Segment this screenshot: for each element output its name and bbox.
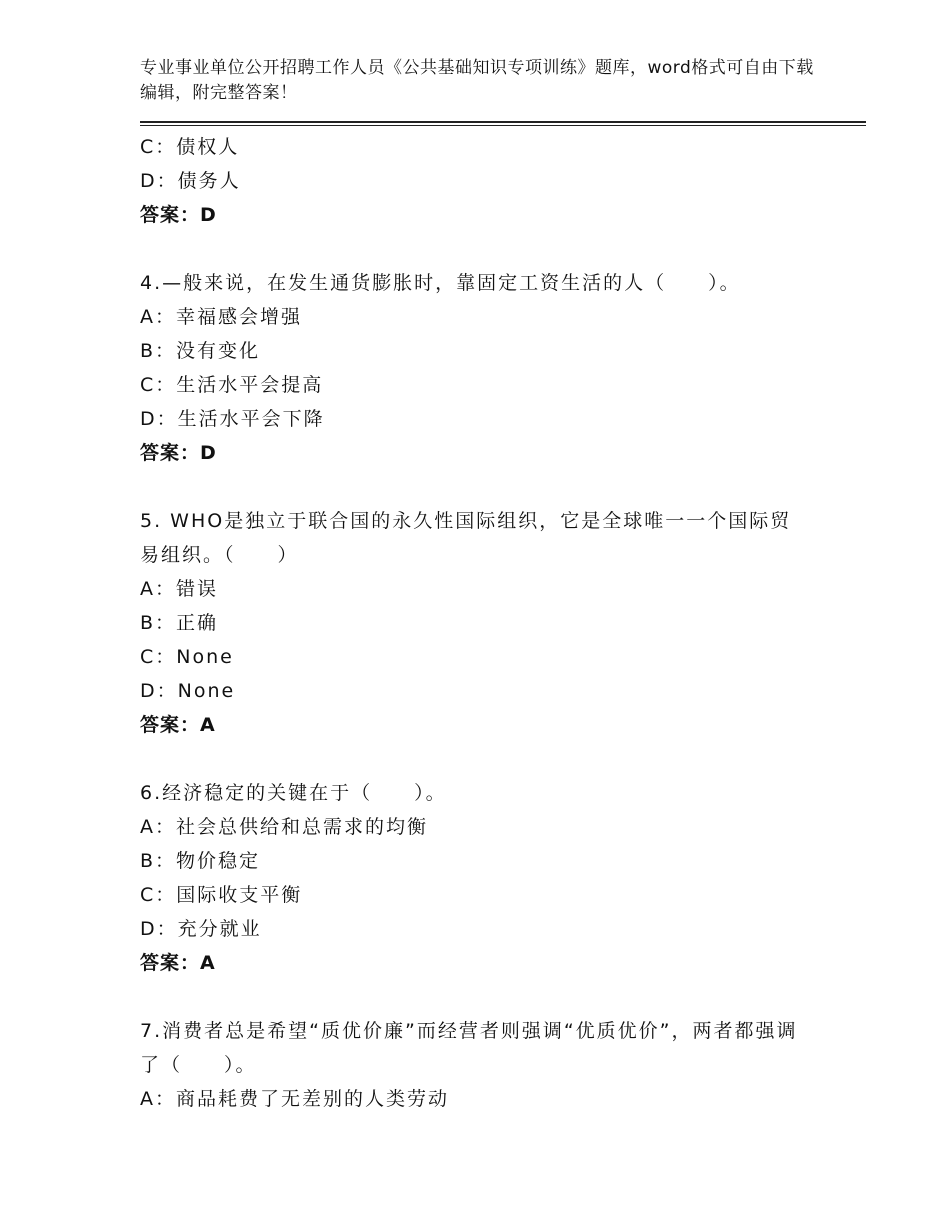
option-item: D：债务人: [140, 170, 241, 192]
question-list: [140, 130, 840, 1116]
answer-label: 答案：A: [140, 952, 216, 974]
option-item: B：正确: [140, 612, 219, 634]
option-item: C：国际收支平衡: [140, 884, 303, 906]
page-header: 专业事业单位公开招聘工作人员《公共基础知识专项训练》题库，word格式可自由下载编辑，附完整答案！: [140, 58, 814, 103]
option-item: B：没有变化: [140, 340, 261, 362]
option-item: D：充分就业: [140, 918, 262, 940]
option-item: C：债权人: [140, 136, 240, 158]
option-item: C：生活水平会提高: [140, 374, 324, 396]
question-7: [140, 1014, 840, 1116]
question-text: 5. WHO是独立于联合国的永久性国际组织，它是全球唯一一个国际贸易组织。（ ）: [140, 510, 792, 566]
question-6: [140, 776, 840, 980]
option-item: B：物价稳定: [140, 850, 261, 872]
option-item: C：None: [140, 646, 234, 668]
question-5: [140, 504, 840, 742]
answer-label: 答案：D: [140, 442, 217, 464]
option-item: D：生活水平会下降: [140, 408, 325, 430]
option-item: A：社会总供给和总需求的均衡: [140, 816, 428, 838]
answer-label: 答案：A: [140, 714, 216, 736]
question-text: 7.消费者总是希望“质优价廉”而经营者则强调“优质优价”，两者都强调了（ ）。: [140, 1020, 798, 1076]
question-4: [140, 266, 840, 470]
option-item: D：None: [140, 680, 236, 702]
option-item: A：商品耗费了无差别的人类劳动: [140, 1088, 449, 1110]
option-item: A：错误: [140, 578, 218, 600]
header-rule-thin: [140, 125, 866, 126]
question-text: 4.—般来说，在发生通货膨胀时，靠固定工资生活的人（ ）。: [140, 272, 741, 294]
header-rule-thick: [140, 121, 866, 123]
question-text: 6.经济稳定的关键在于（ ）。: [140, 782, 447, 804]
carryover-block: [140, 130, 840, 232]
answer-label: 答案：D: [140, 204, 217, 226]
option-item: A：幸福感会增强: [140, 306, 302, 328]
